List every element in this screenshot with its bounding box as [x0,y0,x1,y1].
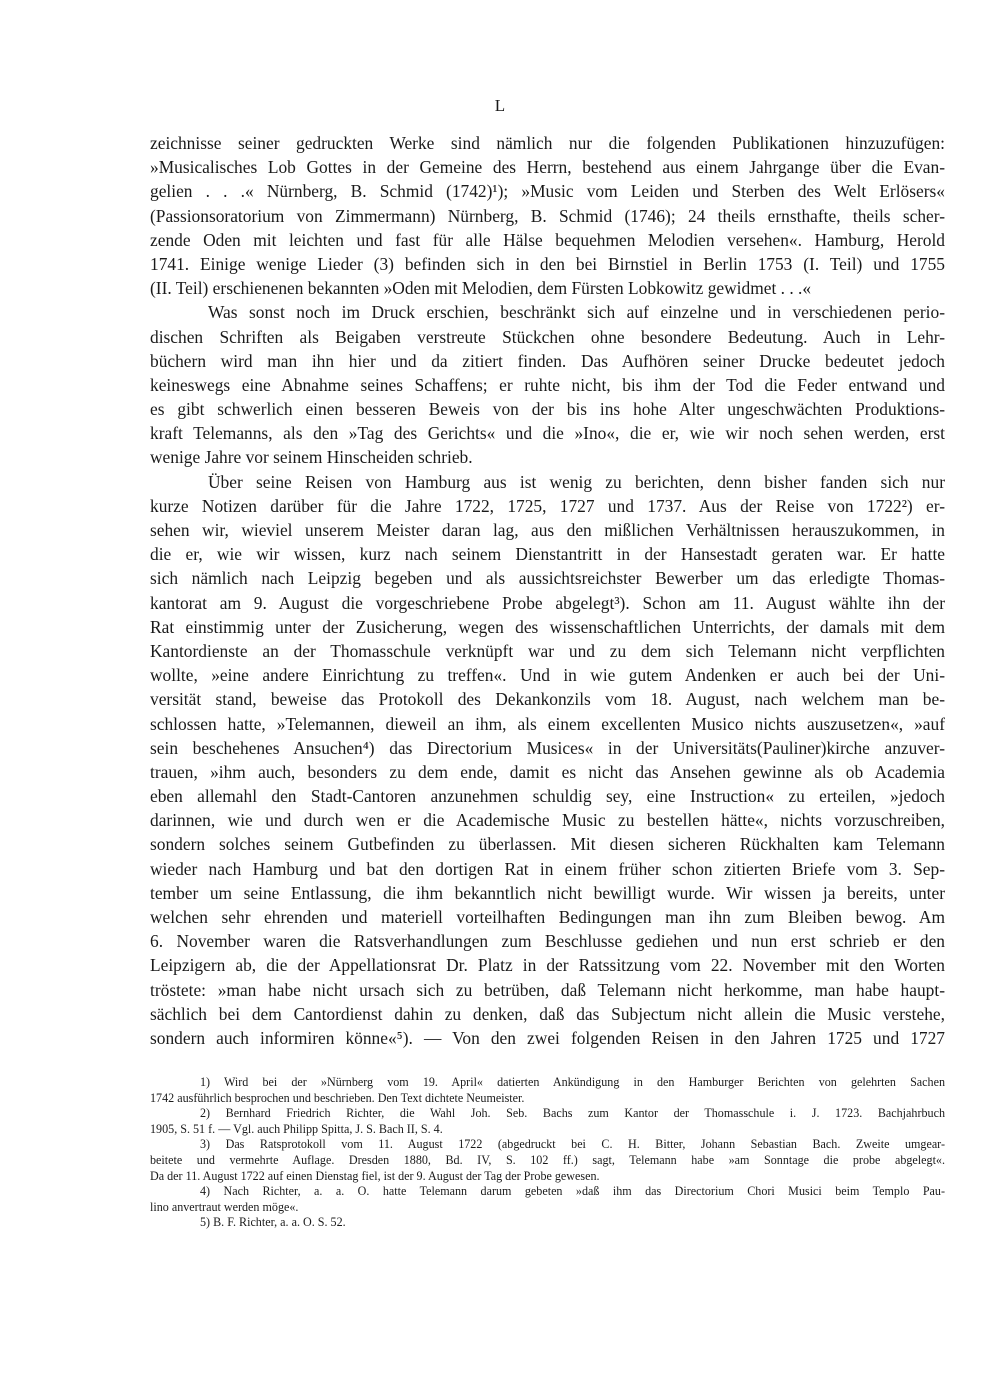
footnote-line: 1905, S. 51 f. — Vgl. auch Philipp Spitta, J. S. Bach II, S. 4. [150,1121,443,1136]
text-line: gelien . . .« Nürnberg, B. Schmid (1742)¹); »Music vom Leiden und Sterben des Welt Erlösers« [150,181,945,202]
text-line: schlossen hatte, »Telemannen, dieweil an ihm, als einem excellenten Musico nichts auszusetzen«, »auf [150,713,945,734]
text-line: versität stand, beweise das Protokoll des Dekankonzils vom 18. August, nach welchem man be- [150,689,945,710]
text-line: zende Oden mit leichten und fast für alle Hälse bequehmen Melodien versehen«. Hamburg, Herold [150,229,945,250]
text-line: Über seine Reisen von Hamburg aus ist wenig zu berichten, denn bisher fanden sich nur [208,471,945,492]
text-line: trauen, »ihm auch, besonders zu dem ende, damit es nicht das Ansehen gewinne als ob Academia [150,761,945,782]
text-line: 1741. Einige wenige Lieder (3) befinden sich in den bei Birnstiel in Berlin 1753 (I. Teil) und 1755 [150,253,945,274]
text-line: (II. Teil) erschienenen bekannten »Oden mit Melodien, dem Fürsten Lobkowitz gewidmet . . .« [150,278,812,299]
text-line: (Passionsoratorium von Zimmermann) Nürnberg, B. Schmid (1746); 24 theils ernsthafte, theils scher- [150,205,945,226]
text-line: sich nämlich nach Leipzig begeben und als aussichtsreichster Bewerber um das erledigte Thomas- [150,568,945,589]
footnote-line: lino anvertraut werden möge«. [150,1199,299,1214]
footnote-line: 1) Wird bei der »Nürnberg vom 19. April« datierten Ankündigung in den Hamburger Berichten von gelehrten Sachen [200,1075,945,1089]
text-line: welchen sehr ehrenden und materiell vorteilhaften Bedingungen man ihn zum Bleiben bewog. Am [150,907,945,927]
footnote-line: 3) Das Ratsprotokoll vom 11. August 1722 (abgedruckt bei C. H. Bitter, Johann Sebastian Bach. Zweite umgear- [200,1137,945,1152]
text-line: tember um seine Entlassung, die ihm bekanntlich nicht bewilligt wurde. Wir wissen ja bereits, unter [150,882,945,903]
footnote-line: Da der 11. August 1722 auf einen Dienstag fiel, ist der 9. August der Tag der Probe gewesen. [150,1168,600,1183]
text-line: sein beschehenes Ansuchen⁴) das Directorium Musices« in der Universitäts(Pauliner)kirche anzuver- [150,737,945,758]
footnotes [150,1075,945,1231]
text-line: kantorat am 9. August die vorgeschriebene Probe abgelegt³). Schon am 11. August wählte ihn der [150,592,945,613]
footnote-line: 2) Bernhard Friedrich Richter, die Wahl Joh. Seb. Bachs zum Kantor der Thomasschule i. J. 1723. Bachjahrbuch [200,1106,945,1121]
text-line: büchern wird man ihn hier und da zitiert finden. Das Aufhören seiner Drucke bedeutet jedoch [150,350,945,371]
main-text [150,131,945,1050]
text-line: wenige Jahre vor seinem Hinscheiden schrieb. [150,447,473,468]
text-line: dischen Schriften als Beigaben verstreute Stückchen ohne besondere Bedeutung. Auch in Lehr- [150,326,945,347]
footnote-line: beitete und vermehrte Auflage. Dresden 1880, Bd. IV, S. 102 ff.) sagt, Telemann habe »am Sonntage die probe abgelegt«. [150,1152,945,1167]
text-line: wollte, »eine andere Einrichtung zu treffen«. Und in wie gutem Andenken er auch bei der Uni- [150,665,945,686]
text-line: sondern auch informiren könne«⁵). — Von den zwei folgenden Reisen in den Jahren 1725 und 1727 [150,1027,945,1048]
text-line: 6. November waren die Ratsverhandlungen zum Beschlusse gediehen und nun erst schrieb er den [150,931,945,952]
text-line: wieder nach Hamburg und bat den dortigen Rat in einem früher schon zitierten Briefe vom 3. Sep- [150,858,945,879]
footnote-line: 5) B. F. Richter, a. a. O. S. 52. [200,1215,346,1230]
text-line: sächlich bei dem Cantordienst dahin zu denken, daß das Subjectum nicht allein die Music verstehe, [150,1003,945,1024]
text-line: Was sonst noch im Druck erschien, beschränkt sich auf einzelne und in verschiedenen perio- [208,302,945,323]
text-line: zeichnisse seiner gedruckten Werke sind nämlich nur die folgenden Publikationen hinzuzufügen: [150,133,945,153]
text-line: Kantordienste an der Thomasschule verknüpft war und zu dem sich Telemann nicht verpflichten [150,640,945,661]
text-line: »Musicalisches Lob Gottes in der Gemeine des Herrn, bestehend aus einem Jahrgange über die Evan- [150,157,945,178]
footnote-line: 1742 ausführlich besprochen und beschrieben. Den Text dichtete Neumeister. [150,1090,525,1105]
page-number: L [494,96,506,115]
text-line: es gibt schwerlich einen besseren Beweis von der bis ins hohe Alter ungeschwächten Produktions- [150,399,945,420]
footnote-line: 4) Nach Richter, a. a. O. hatte Telemann darum gebeten »daß ihm das Directorium Chori Musici beim Templo Pau- [200,1184,945,1199]
text-line: die er, wie wir wissen, kurz nach seinem Dienstantritt in der Hansestadt geraten war. Er hatte [150,544,945,565]
text-line: kurze Notizen darüber für die Jahre 1722, 1725, 1727 und 1737. Aus der Reise von 1722²) er- [150,495,945,516]
text-line: eben allemahl den Stadt-Cantoren anzunehmen schuldig sey, eine Instruction« zu erteilen, »jedoch [150,786,945,807]
text-line: darinnen, wie und durch wen er die Academische Music zu bestellen hätte«, nichts vorzuschreiben, [150,810,945,831]
text-line: keineswegs eine Abnahme seines Schaffens; er ruhte nicht, bis ihm der Tod die Feder entwand und [150,374,945,395]
text-line: kraft Telemanns, als den »Tag des Gerichts« und die »Ino«, die er, wie wir noch sehen werden, erst [150,423,945,444]
text-line: tröstete: »man habe nicht ursach sich zu betrüben, daß Telemann nicht herkomme, man habe haupt- [150,979,945,1000]
text-line: Rat einstimmig unter der Zusicherung, wegen des wissenschaftlichen Unterrichts, der damals mit dem [150,616,945,637]
text-line: sondern solches seinem Gutbefinden zu überlassen. Mit diesen sicheren Rückhalten kam Telemann [150,834,945,855]
text-line: sehen wir, wieviel unserem Meister daran lag, aus den mißlichen Verhältnissen herauszukommen, in [150,520,945,540]
text-line: Leipzigern ab, die der Appellationsrat Dr. Platz in der Ratssitzung vom 22. November mit den Worten [150,955,945,976]
